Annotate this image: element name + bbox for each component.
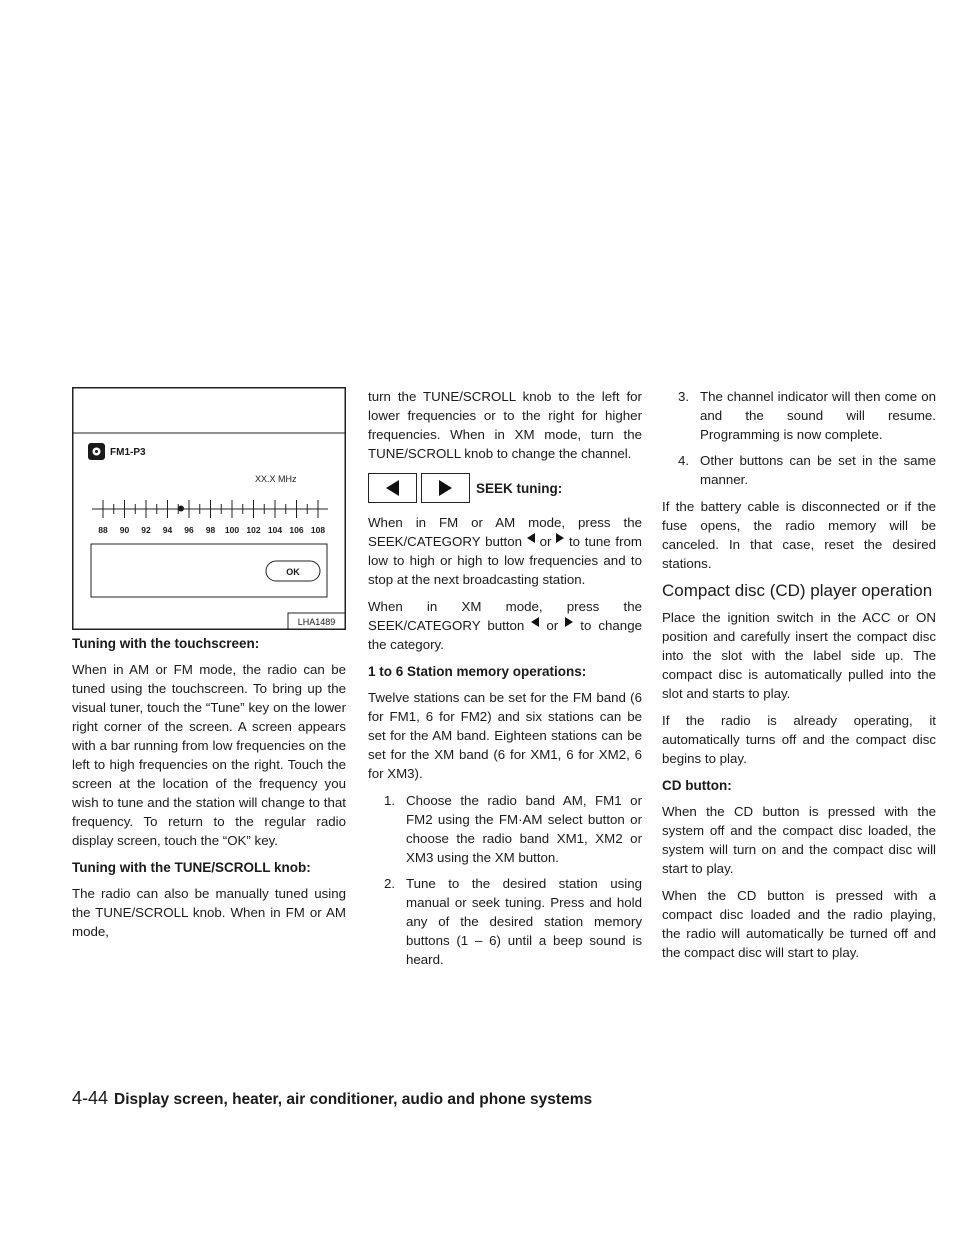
xm-seek-paragraph: When in XM mode, press the SEEK/CATEGORY button or to change the category. (368, 599, 642, 652)
seek-left-icon (527, 533, 535, 543)
memory-heading: 1 to 6 Station memory operations: (368, 664, 587, 679)
tuning-marker (178, 506, 184, 512)
list-item: 1. Choose the radio band AM, FM1 or FM2 using the FM·AM select button or choose the radio band XM1, XM2 or XM3 using the XM button. (384, 793, 642, 865)
cd-button-heading: CD button: (662, 778, 732, 793)
column-1 (72, 634, 346, 949)
cd-section-heading: Compact disc (CD) player operation (662, 581, 933, 600)
battery-paragraph: If the battery cable is disconnected or if the fuse opens, the radio memory will be canceled. In that case, reset the desired stations. (662, 499, 936, 571)
touchscreen-paragraph: When in AM or FM mode, the radio can be tuned using the touchscreen. To bring up the visual tuner, touch the “Tune” key on the lower right corner of the screen. A screen appears with a bar running from low frequencies on the left to high frequencies on the right. Touch the screen at the location of the frequency you wish to tune and the station will change to that frequency. To return to the regular radio display screen, touch the “OK” key. (72, 662, 346, 848)
frequency-readout: XX.X MHz (255, 474, 297, 484)
page-footer (72, 1088, 592, 1109)
tick-label: 108 (310, 525, 326, 535)
cd-icon (88, 443, 105, 460)
knob-paragraph: The radio can also be manually tuned using the TUNE/SCROLL knob. When in FM or AM mode, (72, 886, 346, 939)
chapter-title: Display screen, heater, air conditioner, audio and phone systems (114, 1091, 593, 1108)
tuner-screen-figure (72, 387, 346, 630)
tick-label: 88 (98, 525, 108, 535)
tick-label: 92 (141, 525, 151, 535)
category-right-icon (565, 617, 573, 627)
list-item: 3. The channel indicator will then come on and the sound will resume. Programming is now complete. (678, 389, 936, 442)
seek-up-button-icon (421, 473, 470, 503)
column-3 (662, 387, 936, 970)
cd-paragraph-2: If the radio is already operating, it automatically turns off and the compact disc begins to play. (662, 713, 936, 766)
memory-steps (368, 791, 642, 969)
category-left-icon (531, 617, 539, 627)
cd-paragraph-4: When the CD button is pressed with a compact disc loaded and the radio playing, the radio will automatically be turned off and the compact disc will start to play. (662, 888, 936, 960)
seek-right-icon (556, 533, 564, 543)
touchscreen-heading: Tuning with the touchscreen: (72, 636, 260, 651)
seek-tuning-heading: SEEK tuning: (476, 480, 563, 496)
figure-code: LHA1489 (297, 617, 336, 627)
cd-paragraph-3: When the CD button is pressed with the system off and the compact disc loaded, the system will turn on and the compact disc will start to play. (662, 804, 936, 876)
memory-paragraph: Twelve stations can be set for the FM band (6 for FM1, 6 for FM2) and six stations can be set for the AM band. Eighteen stations can be set for the XM band (6 for XM1, 6 for XM2, 6 for XM3). (368, 690, 642, 781)
seek-heading-row (368, 471, 642, 505)
knob-paragraph-continued: turn the TUNE/SCROLL knob to the left for lower frequencies or to the right for higher frequencies. When in XM mode, turn the TUNE/SCROLL knob to change the channel. (368, 389, 642, 461)
knob-heading: Tuning with the TUNE/SCROLL knob: (72, 860, 311, 875)
tick-label: 94 (162, 525, 173, 535)
list-item: 2. Tune to the desired station using manual or seek tuning. Press and hold any of the desired station memory buttons (1 – 6) until a beep sound is heard. (384, 876, 642, 967)
column-2 (368, 387, 642, 977)
ok-button-label: OK (286, 567, 300, 577)
tick-label: 100 (224, 525, 240, 535)
tick-label: 102 (246, 525, 261, 535)
tick-label: 106 (289, 525, 304, 535)
tick-label: 96 (184, 525, 194, 535)
memory-steps-continued (662, 387, 936, 489)
tick-label: 98 (205, 525, 216, 535)
tick-label: 104 (267, 525, 283, 535)
band-label: FM1-P3 (110, 447, 146, 458)
seek-down-button-icon (368, 473, 417, 503)
list-item: 4. Other buttons can be set in the same manner. (678, 453, 936, 487)
seek-paragraph: When in FM or AM mode, press the SEEK/CATEGORY button or to tune from low to high or high to low frequencies and to stop at the next broadcasting station. (368, 515, 643, 587)
cd-paragraph-1: Place the ignition switch in the ACC or ON position and carefully insert the compact disc into the slot with the label side up. The compact disc is automatically pulled into the slot and starts to play. (662, 610, 936, 701)
tick-label: 90 (119, 525, 130, 535)
page-number: 4-44 (72, 1088, 109, 1108)
